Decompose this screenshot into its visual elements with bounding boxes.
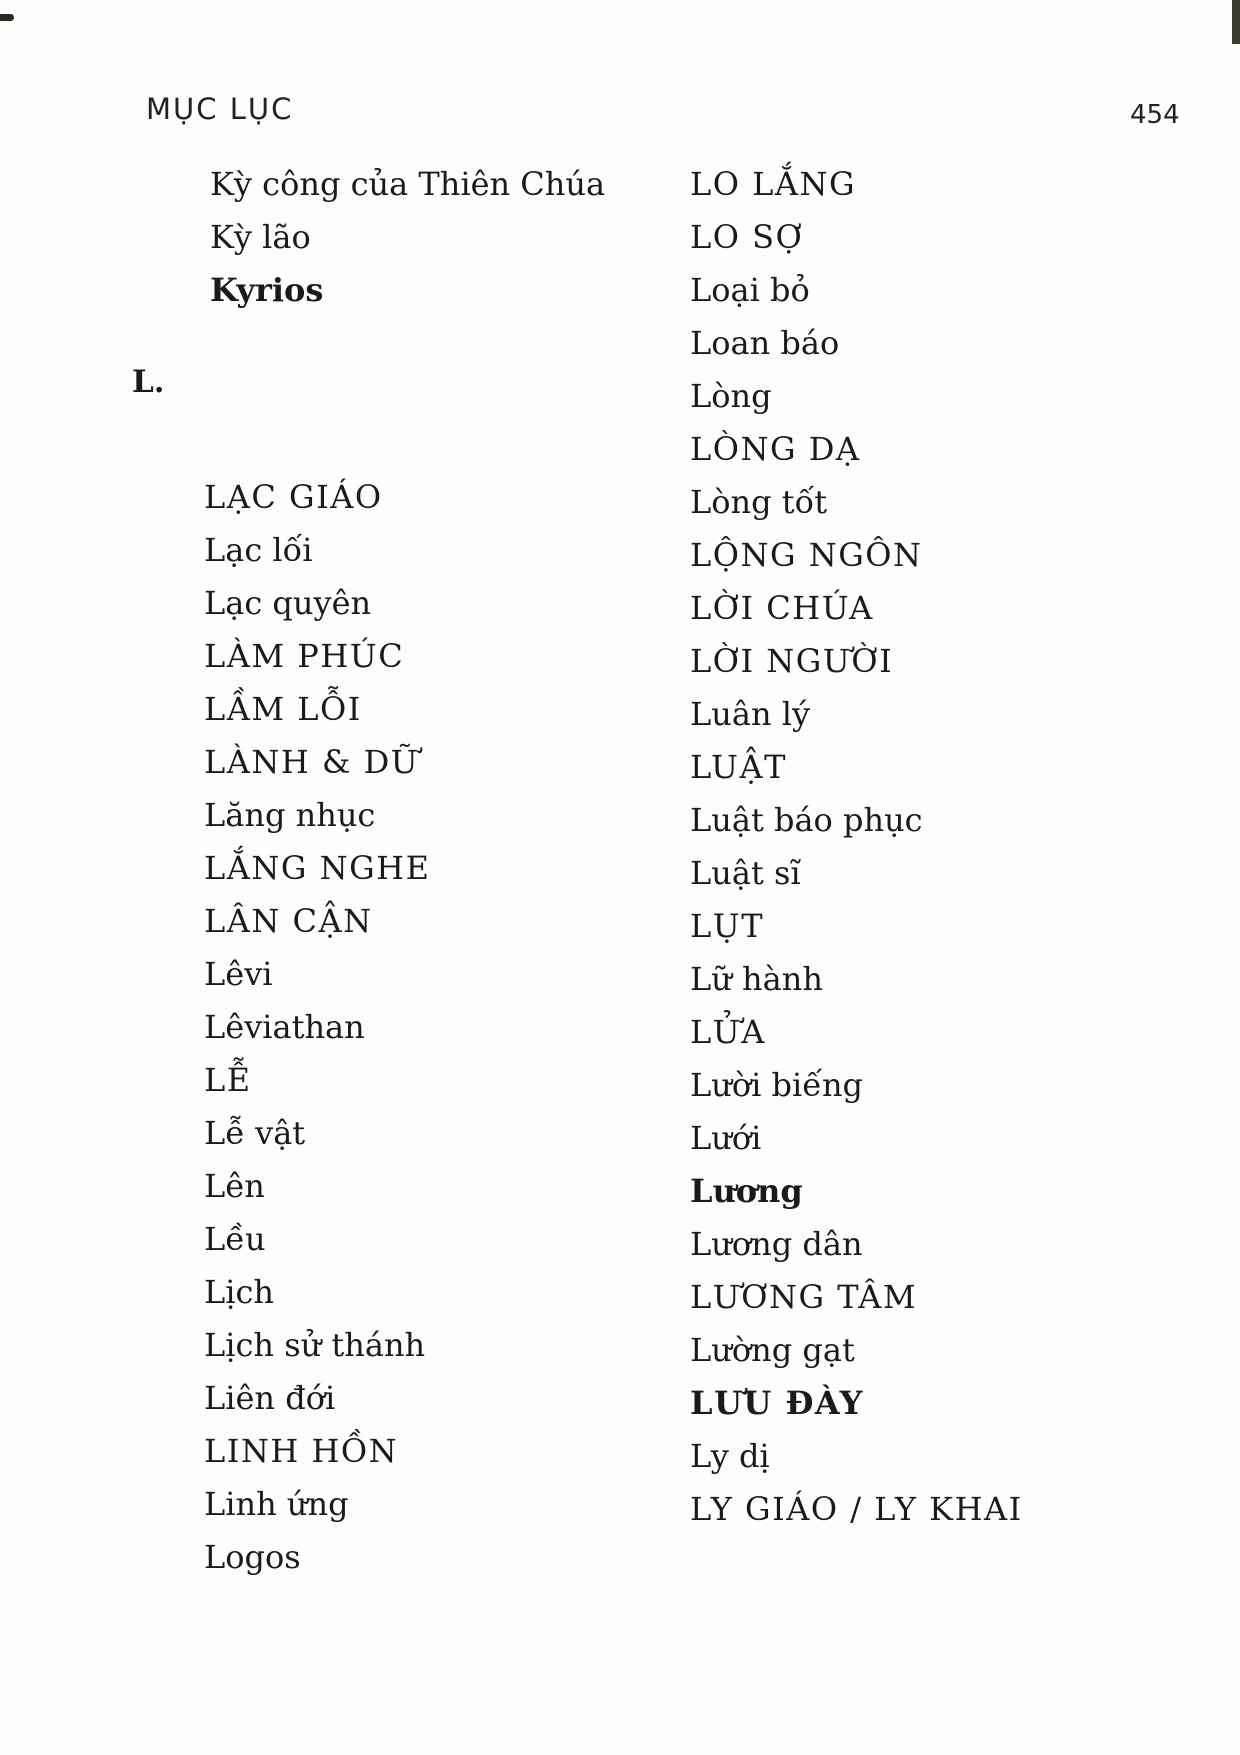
index-entry: LỤT (690, 907, 765, 945)
index-entry: Ly dị (690, 1437, 770, 1475)
index-entry: LỬA (690, 1013, 766, 1051)
index-entry: Lạc lối (204, 531, 313, 569)
index-entry: Loan báo (690, 324, 840, 362)
index-entry: LẮNG NGHE (204, 849, 431, 887)
index-entry: LƯƠNG TÂM (690, 1278, 918, 1316)
index-entry: Lưới (690, 1119, 762, 1157)
index-entry: Lêviathan (204, 1008, 365, 1046)
index-entry: Lường gạt (690, 1331, 855, 1369)
index-entry: LỜI CHÚA (690, 589, 874, 627)
scan-edge-mark (0, 14, 14, 21)
index-entry: LY GIÁO / LY KHAI (690, 1490, 1023, 1528)
index-entry: Lêvi (204, 955, 273, 993)
index-entry: LÀM PHÚC (204, 637, 405, 675)
index-entry: Luật báo phục (690, 801, 923, 839)
index-entry: Lăng nhục (204, 796, 376, 834)
index-entry: LINH HỒN (204, 1432, 399, 1470)
index-entry: Loại bỏ (690, 271, 810, 309)
index-column-right (690, 158, 1023, 1536)
index-entry: Logos (204, 1538, 301, 1576)
index-entry: Kỳ công của Thiên Chúa (210, 165, 606, 203)
index-entry: Lữ hành (690, 960, 823, 998)
index-entry: Luật sĩ (690, 854, 801, 892)
index-entry: Luân lý (690, 695, 811, 733)
index-entry: LƯU ĐÀY (690, 1384, 864, 1422)
index-column-left (204, 471, 430, 1584)
index-entry: Kỳ lão (210, 218, 311, 256)
running-header: MỤC LỤC (146, 92, 294, 126)
index-entry: LUẬT (690, 748, 787, 786)
index-entry: Lên (204, 1167, 265, 1205)
index-entry: LỜI NGƯỜI (690, 642, 894, 680)
index-entry: Lễ vật (204, 1114, 306, 1152)
index-entry: Lòng tốt (690, 483, 828, 521)
index-entry: LO SỢ (690, 218, 804, 256)
index-entry: Lịch sử thánh (204, 1326, 426, 1364)
index-column-left-top (210, 158, 605, 317)
index-entry: Lương dân (690, 1225, 863, 1263)
index-entry: LÂN CẬN (204, 902, 373, 940)
index-entry: Kyrios (210, 271, 324, 309)
page-number: 454 (1130, 100, 1180, 130)
index-entry: LẦM LỖI (204, 690, 362, 728)
index-entry: LÒNG DẠ (690, 430, 861, 468)
index-entry: Liên đới (204, 1379, 336, 1417)
index-entry: Lạc quyên (204, 584, 372, 622)
index-entry: Lòng (690, 377, 772, 415)
index-entry: Linh ứng (204, 1485, 349, 1523)
index-entry: LÀNH & DỮ (204, 743, 420, 781)
index-entry: Lịch (204, 1273, 275, 1311)
index-entry: LO LẮNG (690, 165, 857, 203)
index-entry: Lương (690, 1172, 803, 1210)
index-entry: Lười biếng (690, 1066, 864, 1104)
index-entry: LỄ (204, 1061, 252, 1099)
index-entry: Lều (204, 1220, 266, 1258)
scan-edge-mark (1232, 0, 1240, 44)
index-entry: LẠC GIÁO (204, 478, 383, 516)
index-entry: LỘNG NGÔN (690, 536, 923, 574)
section-letter-heading: L. (132, 364, 165, 400)
